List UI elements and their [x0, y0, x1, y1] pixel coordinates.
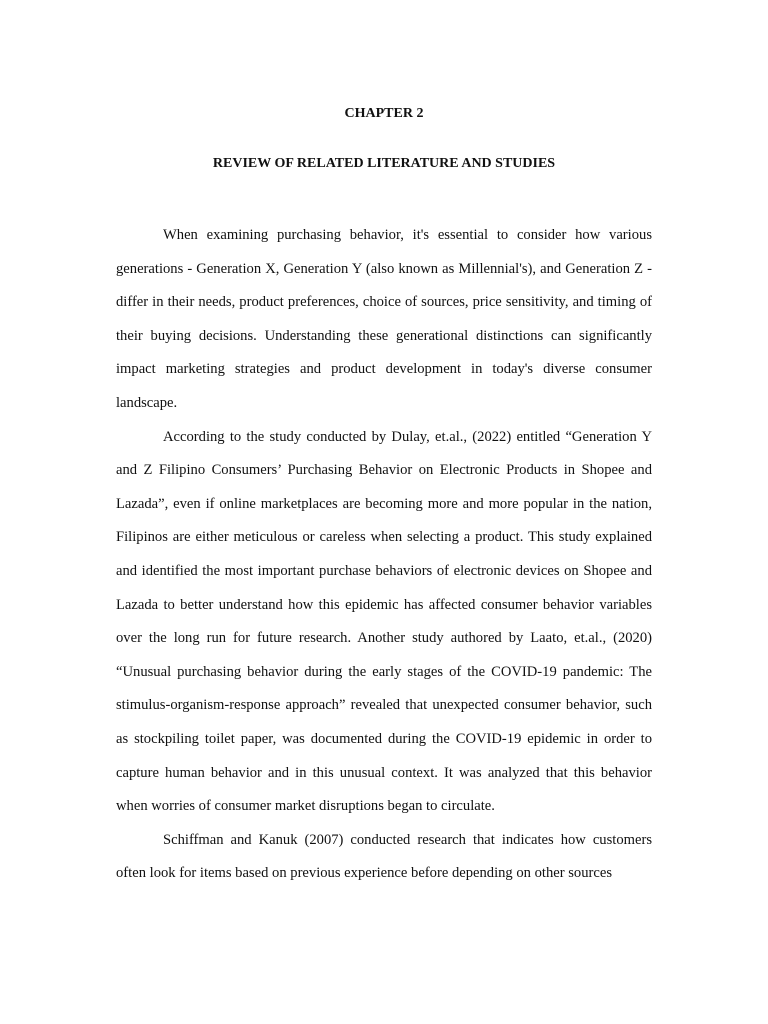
section-title: REVIEW OF RELATED LITERATURE AND STUDIES	[212, 156, 556, 171]
paragraph-schiffman-kanuk: Schiffman and Kanuk (2007) conducted research that indicates how customers often look for items based on previous experience before depending on other sources	[116, 831, 652, 882]
paragraph-dulay-laato: According to the study conducted by Dulay, et.al., (2022) entitled “Generation Y and Z Filipino Consumers’ Purchasing Behavior on Electronic Products in Shopee and Lazada”, even if online marketplaces are becoming more and more popular in the nation, Filipinos are either meticulous or careless when selecting a product. This study explained and identified the most important purchase behaviors of electronic devices on Shopee and Lazada to better understand how this epidemic has affected consumer behavior variables over the long run for future research. Another study authored by Laato, et.al., (2020) “Unusual purchasing behavior during the early stages of the COVID-19 pandemic: The stimulus-organism-response approach” revealed that unexpected consumer behavior, such as stockpiling toilet paper, was documented during the COVID-19 epidemic in order to capture human behavior and in this unusual context. It was analyzed that this behavior when worries of consumer market disruptions began to circulate.	[116, 428, 652, 815]
paragraph-intro: When examining purchasing behavior, it's essential to consider how various generations - Generation X, Generation Y (also known as Millennial's), and Generation Z - differ in their needs, product preferences, choice of sources, price sensitivity, and timing of their buying decisions. Understanding these generational distinctions can significantly impact marketing strategies and product development in today's diverse consumer landscape.	[116, 227, 652, 411]
chapter-heading: CHAPTER 2	[344, 106, 424, 121]
body-text	[116, 219, 652, 891]
